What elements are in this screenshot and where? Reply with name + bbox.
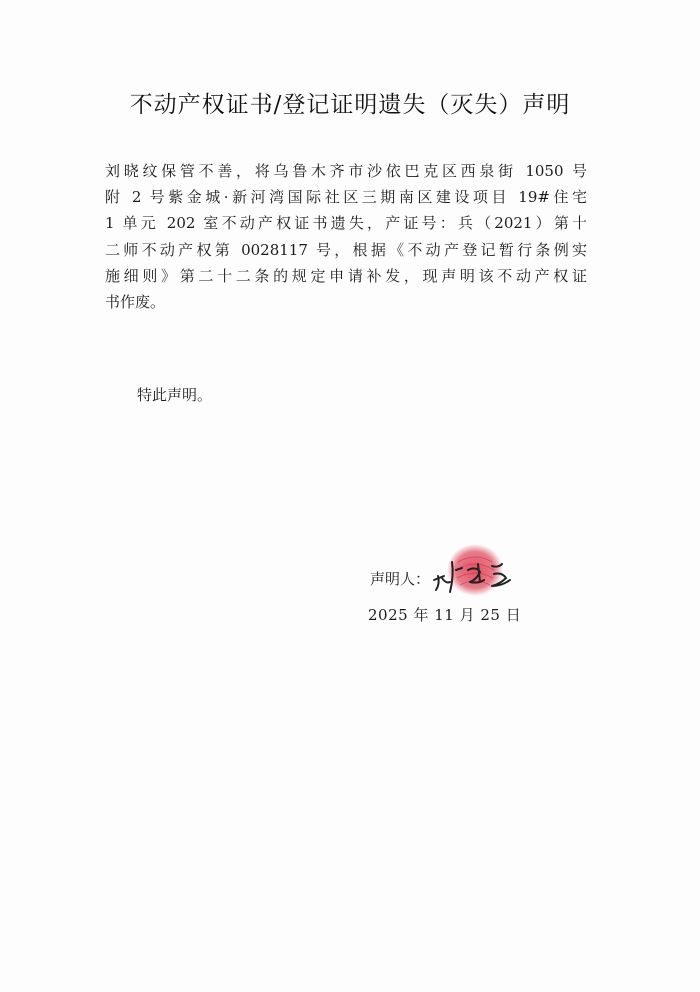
body-line-3: 1 单元 202 室不动产权证书遗失，产证号：兵（2021）第十 <box>105 214 587 233</box>
document-title: 不动产权证书/登记证明遗失（灭失）声明 <box>129 92 571 118</box>
handwritten-signature <box>420 540 540 610</box>
body-line-2: 附 2 号紫金城·新河湾国际社区三期南区建设项目 19#住宅 <box>105 188 587 207</box>
body-line-5: 施细则》第二十二条的规定申请补发，现声明该不动产权证 <box>105 266 587 285</box>
body-line-6: 书作废。 <box>105 293 166 312</box>
statement-date: 2025 年 11 月 25 日 <box>368 606 522 624</box>
closing-statement: 特此声明。 <box>137 386 213 404</box>
declarant-label: 声明人： <box>370 570 431 588</box>
body-line-4: 二师不动产权第 0028117 号，根据《不动产登记暂行条例实 <box>105 240 587 259</box>
body-line-1: 刘晓纹保管不善，将乌鲁木齐市沙依巴克区西泉街 1050 号 <box>105 162 587 180</box>
statement-body <box>105 158 587 315</box>
